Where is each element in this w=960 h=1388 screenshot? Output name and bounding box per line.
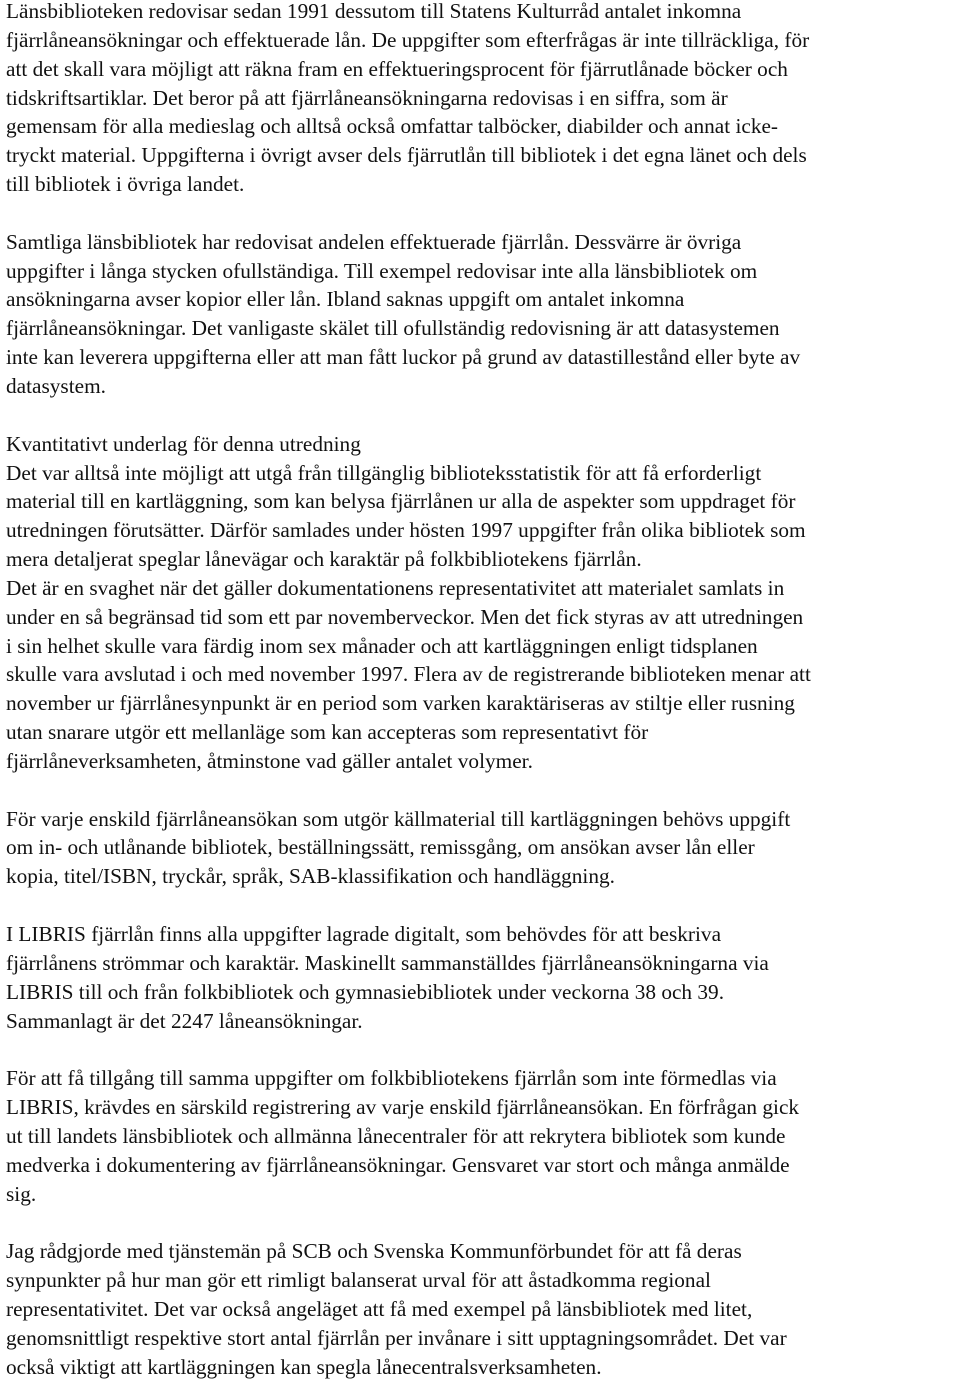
- paragraph-representativity: Det är en svaghet när det gäller dokumentationens representativitet att materialet samlats in under en så begränsad tid som ett par novemberveckor. Men det fick styras av att utredningen i sin helhet skulle vara färdig inom sex månader och att kartläggningen enligt tidsplanen skulle vara avslutad i och med november 1997. Flera av de registrerande biblioteken menar att november ur fjärrlånesynpunkt är en period som varken karaktäriseras av stiltje eller rusning utan snarare utgör ett mellanläge som kan accepteras som representativt för fjärrlåneverksamheten, åtminstone vad gäller antalet volymer.: [6, 575, 811, 773]
- paragraph-data-collection: Det var alltså inte möjligt att utgå från tillgänglig biblioteksstatistik för att få erforderligt material till en kartläggning, som kan belysa fjärrlånen ur alla de aspekter som uppdraget för utredningen förutsätter. Därför samlades under hösten 1997 uppgifter från olika bibliotek som mera detaljerat speglar lånevägar och karaktär på folkbibliotekens fjärrlån.: [6, 460, 806, 572]
- paragraph-libris: I LIBRIS fjärrlån finns alla uppgifter lagrade digitalt, som behövdes för att beskriva fjärrlånens strömmar och karaktär. Maskinellt sammanställdes fjärrlåneansökningarna via LIBRIS till och från folkbibliotek och gymnasiebibliotek under veckorna 38 och 39. Sammanlagt är det 2247 låneansökningar.: [6, 922, 769, 1033]
- paragraph-gap: [6, 199, 956, 228]
- document-body: [6, 0, 956, 1382]
- paragraph-registration: För att få tillgång till samma uppgifter om folkbibliotekens fjärrlån som inte förmedlas via LIBRIS, krävdes en särskild registrering av varje enskild fjärrlåneansökan. En förfrågan gick ut till landets länsbibliotek och allmänna lånecentraler för att rekrytera bibliotek som kunde medverka i dokumentering av fjärrlåneansökningar. Gensvaret var stort och många anmälde sig.: [6, 1066, 800, 1206]
- paragraph-incomplete-reporting: Samtliga länsbibliotek har redovisat andelen effektuerade fjärrlån. Dessvärre är övriga uppgifter i långa stycken ofullständiga. Till exempel redovisar inte alla länsbibliotek om ansökningarna avser kopior eller lån. Ibland saknas uppgift om antalet inkomna fjärrlåneansökningar. Det vanligaste skälet till ofullständig redovisning är att datasystemen inte kan leverera uppgifterna eller att man fått luckor på grund av datastillestånd eller byte av datasystem.: [6, 229, 801, 398]
- paragraph-statistics-reporting: Länsbiblioteken redovisar sedan 1991 dessutom till Statens Kulturråd antalet inkomna fjärrlåneansökningar och effektuerade lån. De uppgifter som efterfrågas är inte tillräckliga, för att det skall vara möjligt att räkna fram en effektueringsprocent för fjärrutlånade böcker och tidskriftsartiklar. Det beror på att fjärrlåneansökningarna redovisas i en siffra, som är gemensam för alla medieslag och alltså också omfattar talböcker, diabilder och annat icke- tryckt material. Uppgifterna i övrigt avser dels fjärrutlån till bibliotek i det egna länet och dels till bibliotek i övriga landet.: [6, 0, 810, 197]
- paragraph-gap: [6, 776, 956, 805]
- paragraph-sampling: Jag rådgjorde med tjänstemän på SCB och Svenska Kommunförbundet för att få deras synpunkter på hur man gör ett rimligt balanserat urval för att åstadkomma regional representativitet. Det var också angeläget att få med exempel på länsbibliotek med litet, genomsnittligt respektive stort antal fjärrlån per invånare i sitt upptagningsområdet. Det var också viktigt att kartläggningen kan spegla lånecentralsverksamheten.: [6, 1239, 787, 1379]
- paragraph-gap: [6, 1208, 956, 1237]
- paragraph-gap: [6, 401, 956, 430]
- section-heading: Kvantitativt underlag för denna utredning: [6, 431, 361, 456]
- paragraph-gap: [6, 1035, 956, 1064]
- paragraph-required-fields: För varje enskild fjärrlåneansökan som utgör källmaterial till kartläggningen behövs uppgift om in- och utlånande bibliotek, beställningssätt, remissgång, om ansökan avser lån eller kopia, titel/ISBN, tryckår, språk, SAB-klassifikation och handläggning.: [6, 806, 791, 889]
- paragraph-gap: [6, 891, 956, 920]
